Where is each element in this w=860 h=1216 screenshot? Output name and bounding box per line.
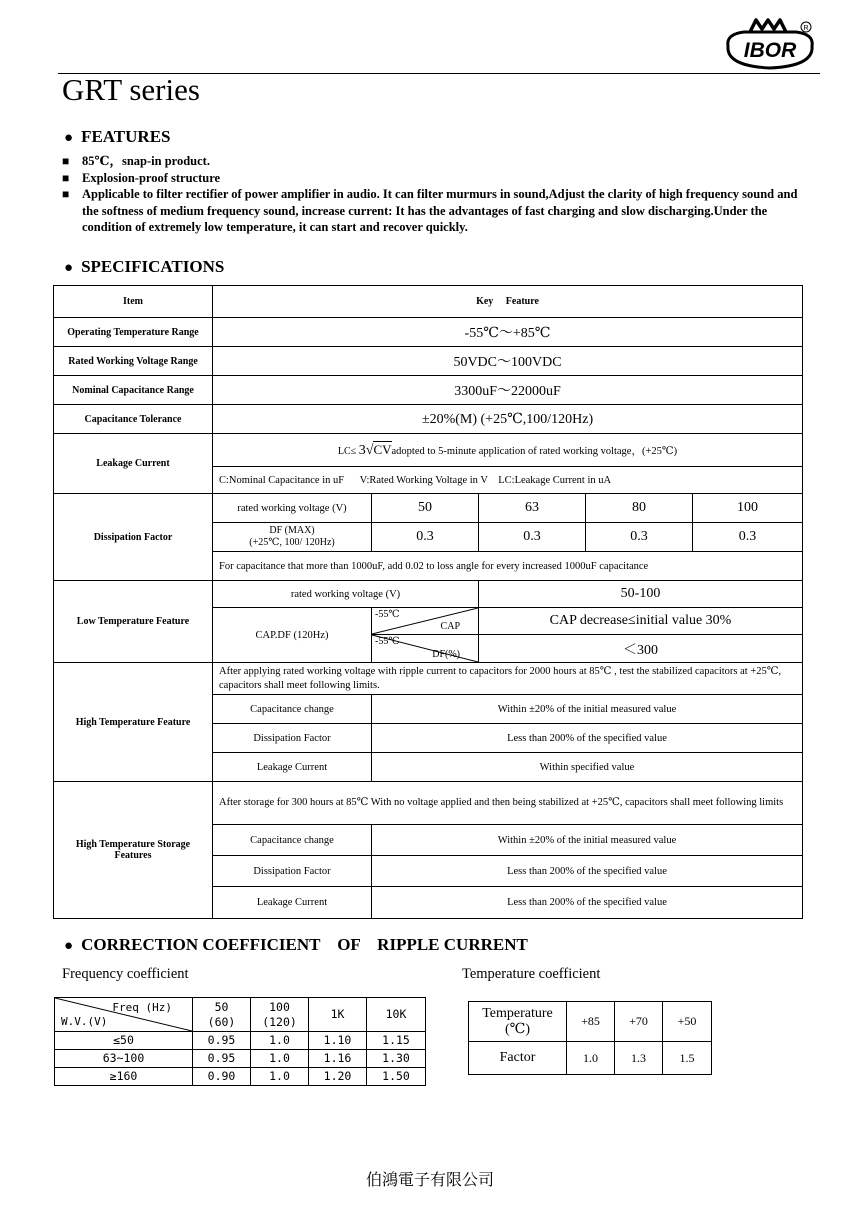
capdf-label: CAP.DF (120Hz) xyxy=(213,608,372,663)
freq-wv: 63~100 xyxy=(55,1050,193,1068)
df-voltage-63: 63 xyxy=(479,494,586,523)
frequency-coefficient-title: Frequency coefficient xyxy=(62,966,189,982)
freq-wv: ≤50 xyxy=(55,1032,193,1050)
freq-corner-cell xyxy=(55,998,193,1032)
sqrt-icon: √ xyxy=(365,442,374,458)
nominal-cap-label: Nominal Capacitance Range xyxy=(54,376,213,405)
company-footer: 伯鴻電子有限公司 xyxy=(365,1170,494,1189)
low-temp-value1: CAP decrease≤initial value 30% xyxy=(479,608,803,635)
storage-param: Dissipation Factor xyxy=(213,856,372,887)
svg-text:IBOR: IBOR xyxy=(743,39,797,62)
low-temp-param1: CAP xyxy=(440,621,460,632)
freq-corner-bottom: W.V.(V) xyxy=(61,1015,108,1028)
high-temp-param: Leakage Current xyxy=(213,753,372,782)
storage-label: High Temperature Storage Features xyxy=(54,782,213,919)
correction-heading xyxy=(64,935,528,955)
feature-item xyxy=(62,186,812,236)
freq-corner-top: Freq (Hz) xyxy=(112,1001,172,1014)
freq-header: 1K xyxy=(309,998,367,1032)
features-heading xyxy=(64,127,171,147)
storage-desc: After storage for 300 hours at 85℃ With no voltage applied and then being stabilized at +25℃, capacitors shall meet following limits xyxy=(213,782,803,825)
high-temp-value: Within ±20% of the initial measured value xyxy=(372,695,803,724)
ibor-logo xyxy=(722,16,818,72)
leakage-formula xyxy=(213,434,803,467)
temperature-coefficient-title: Temperature coefficient xyxy=(462,966,601,982)
low-temp-temp2: -55℃ xyxy=(375,636,400,647)
high-temp-value: Within specified value xyxy=(372,753,803,782)
df-voltage-50: 50 xyxy=(372,494,479,523)
high-temp-value: Less than 200% of the specified value xyxy=(372,724,803,753)
df-max-label-line1: DF (MAX) xyxy=(269,525,315,536)
features-list xyxy=(62,153,812,236)
low-temp-label: Low Temperature Feature xyxy=(54,581,213,663)
df-value-50: 0.3 xyxy=(372,523,479,552)
feature-item xyxy=(62,153,812,170)
freq-value: 1.50 xyxy=(367,1068,426,1086)
feature-item xyxy=(62,170,812,187)
specifications-heading-text: SPECIFICATIONS xyxy=(81,257,225,276)
bullet-icon: ● xyxy=(64,260,74,276)
storage-param: Capacitance change xyxy=(213,825,372,856)
bullet-icon: ● xyxy=(64,938,74,954)
rated-voltage-label: Rated Working Voltage Range xyxy=(54,347,213,376)
svg-text:R: R xyxy=(803,25,809,32)
bullet-icon: ● xyxy=(64,130,74,146)
factor-value: 1.5 xyxy=(663,1042,712,1075)
cap-tolerance-value: ±20%(M) (+25℃,100/120Hz) xyxy=(213,405,803,434)
low-temp-temp1: -55℃ xyxy=(375,609,400,620)
low-temp-cap-cell xyxy=(372,608,479,635)
high-temp-desc: After applying rated working voltage with ripple current to capacitors for 2000 hours at 85℃ , test the stabilized capacitors at +25℃, capacitors shall meet following limits. xyxy=(213,663,803,695)
freq-header-line2: (120) xyxy=(262,1014,297,1029)
item-header: Item xyxy=(54,286,213,318)
df-voltage-100: 100 xyxy=(693,494,803,523)
factor-value: 1.0 xyxy=(567,1042,615,1075)
df-voltage-label: rated working voltage (V) xyxy=(213,494,372,523)
temperature-value: +70 xyxy=(615,1002,663,1042)
feature-text: Applicable to filter rectifier of power amplifier in audio. It can filter murmurs in sound,Adjust the clarity of high frequency sound and the softness of medium frequency sound, increase current: It has the advantages of fast charging and slow discharging.Under the condition of extremely low temperature, it can start and recover quickly. xyxy=(82,187,798,234)
freq-value: 0.95 xyxy=(193,1032,251,1050)
temperature-value: +85 xyxy=(567,1002,615,1042)
factor-label: Factor xyxy=(469,1042,567,1075)
low-temp-param2: DF(%) xyxy=(432,649,460,660)
specifications-table xyxy=(53,285,803,919)
low-temp-voltage-label: rated working voltage (V) xyxy=(213,581,479,608)
temperature-label-line2: (℃) xyxy=(505,1021,530,1037)
low-temp-df-cell xyxy=(372,635,479,663)
freq-value: 1.0 xyxy=(251,1032,309,1050)
leakage-label: Leakage Current xyxy=(54,434,213,494)
df-value-63: 0.3 xyxy=(479,523,586,552)
freq-header-line1: 100 xyxy=(269,999,290,1014)
df-voltage-80: 80 xyxy=(586,494,693,523)
low-temp-value2: ＜300 xyxy=(479,635,803,663)
freq-value: 1.15 xyxy=(367,1032,426,1050)
nominal-cap-value: 3300uF～22000uF xyxy=(213,376,803,405)
low-temp-voltage-value: 50-100 xyxy=(479,581,803,608)
temperature-label-line1: Temperature xyxy=(482,1005,553,1021)
freq-value: 1.0 xyxy=(251,1050,309,1068)
key-feature-header: Key Feature xyxy=(213,286,803,318)
df-max-label xyxy=(213,523,372,552)
cap-tolerance-label: Capacitance Tolerance xyxy=(54,405,213,434)
dissipation-label: Dissipation Factor xyxy=(54,494,213,581)
specifications-heading xyxy=(64,257,224,277)
freq-value: 1.20 xyxy=(309,1068,367,1086)
correction-heading-text: CORRECTION COEFFICIENT OF RIPPLE CURRENT xyxy=(81,935,528,954)
storage-value: Within ±20% of the initial measured value xyxy=(372,825,803,856)
temperature-label xyxy=(469,1002,567,1042)
square-bullet-icon: ■ xyxy=(62,170,70,185)
operating-temp-value: -55℃～+85℃ xyxy=(213,318,803,347)
high-temp-param: Dissipation Factor xyxy=(213,724,372,753)
page-title: GRT series xyxy=(62,72,200,107)
high-temp-param: Capacitance change xyxy=(213,695,372,724)
temperature-table xyxy=(468,1001,712,1075)
df-value-80: 0.3 xyxy=(586,523,693,552)
storage-value: Less than 200% of the specified value xyxy=(372,856,803,887)
formula-coef: 3 xyxy=(358,442,366,458)
rated-voltage-value: 50VDC～100VDC xyxy=(213,347,803,376)
operating-temp-label: Operating Temperature Range xyxy=(54,318,213,347)
freq-header-line2: (60) xyxy=(207,1014,236,1029)
factor-value: 1.3 xyxy=(615,1042,663,1075)
formula-suffix: adopted to 5-minute application of rated working voltage，(+25℃) xyxy=(391,445,678,457)
leakage-note: C:Nominal Capacitance in uF V:Rated Working Voltage in V LC:Leakage Current in uA xyxy=(213,467,803,494)
feature-text: Explosion-proof structure xyxy=(82,170,221,185)
freq-value: 0.90 xyxy=(193,1068,251,1086)
formula-root: CV xyxy=(373,441,392,457)
freq-header xyxy=(193,998,251,1032)
features-heading-text: FEATURES xyxy=(81,127,171,146)
formula-prefix: LC≤ xyxy=(337,445,357,457)
storage-param: Leakage Current xyxy=(213,887,372,919)
freq-value: 1.16 xyxy=(309,1050,367,1068)
freq-header xyxy=(251,998,309,1032)
freq-header-line1: 50 xyxy=(214,999,229,1014)
feature-text: 85℃，snap-in product. xyxy=(82,154,210,168)
square-bullet-icon: ■ xyxy=(62,187,70,201)
storage-value: Less than 200% of the specified value xyxy=(372,887,803,919)
df-value-100: 0.3 xyxy=(693,523,803,552)
df-max-label-line2: (+25℃, 100/ 120Hz) xyxy=(249,537,335,548)
high-temp-label: High Temperature Feature xyxy=(54,663,213,782)
temperature-value: +50 xyxy=(663,1002,712,1042)
freq-header: 10K xyxy=(367,998,426,1032)
freq-value: 1.10 xyxy=(309,1032,367,1050)
freq-value: 1.30 xyxy=(367,1050,426,1068)
frequency-table xyxy=(54,997,426,1086)
freq-value: 0.95 xyxy=(193,1050,251,1068)
freq-wv: ≥160 xyxy=(55,1068,193,1086)
df-note: For capacitance that more than 1000uF, add 0.02 to loss angle for every increased 1000uF capacitance xyxy=(213,552,803,581)
square-bullet-icon: ■ xyxy=(62,154,70,168)
freq-value: 1.0 xyxy=(251,1068,309,1086)
